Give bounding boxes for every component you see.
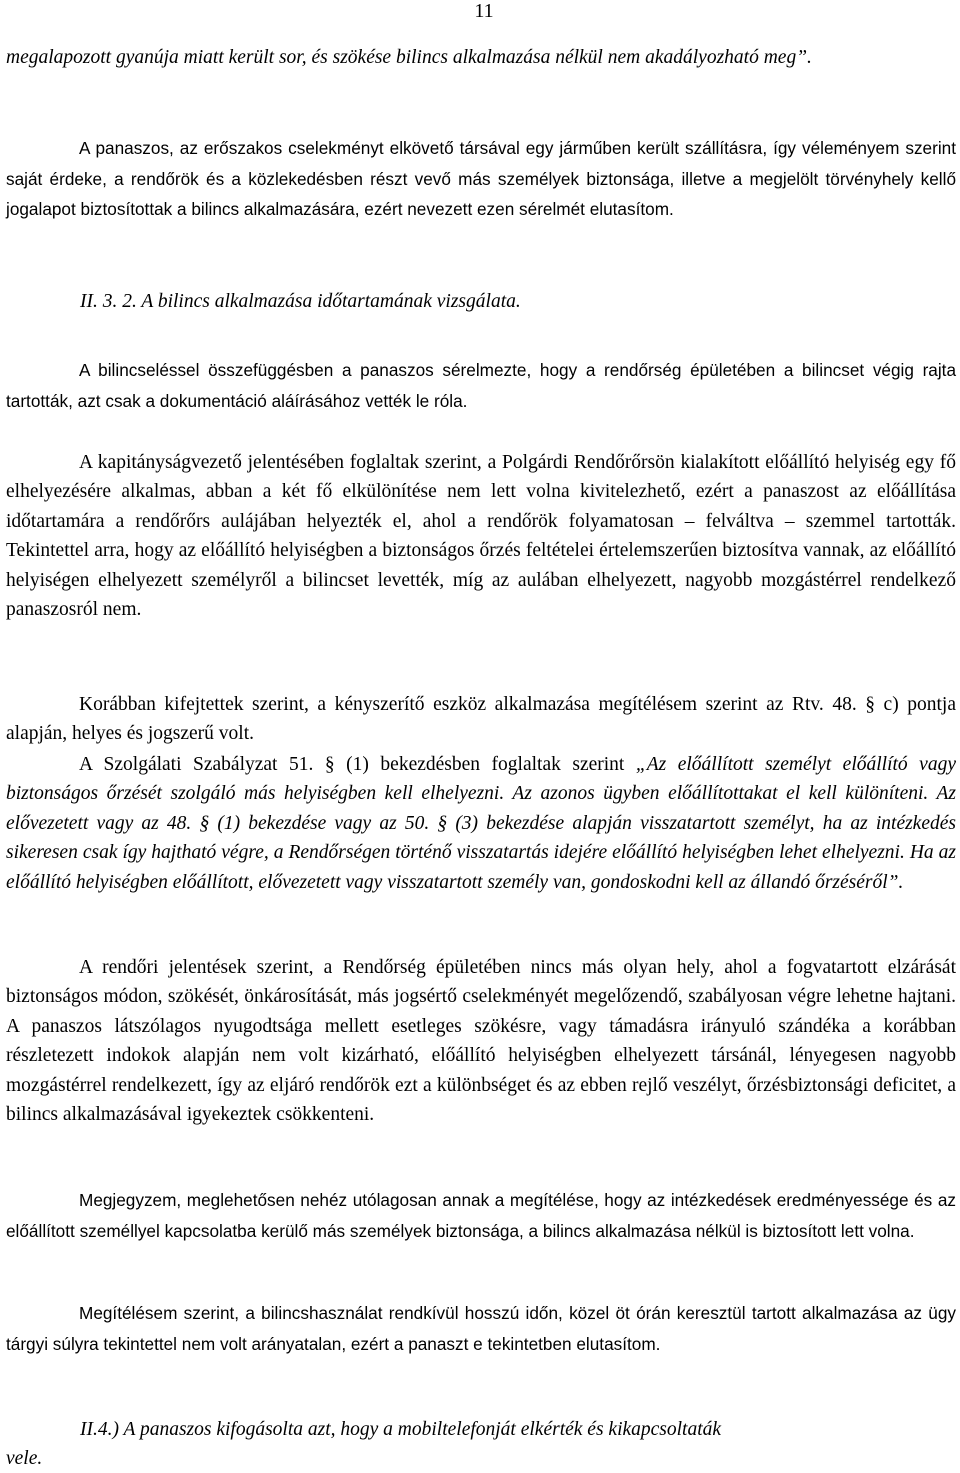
szolgalati-intro: A Szolgálati Szabályzat 51. § (1) bekezdésben foglaltak szerint	[79, 754, 636, 775]
paragraph-kapitanysag: A kapitányságvezető jelentésében foglaltak szerint, a Polgárdi Rendőrőrsön kialakított előállító helyiség egy fő elhelyezésére alkalmas, abban a két fő elkülönítése nem lett volna kivitelezhető, ezért a panaszost az előállítása időtartamára a rendőrőrs aulájában helyezték el, ahol a rendőrök folyamatosan – felváltva – szemmel tartották. Tekintettel arra, hogy az előállító helyiségben a biztonságos őrzés feltételei értelemszerűen biztosítva vannak, az előállító helyiségen elhelyezett személyről a bilincset levették, míg az aulában elhelyezett, nagyobb mozgástérrel rendelkező panaszosról nem.	[6, 452, 956, 621]
next-section-heading: II.4.) A panaszos kifogásolta azt, hogy a mobiltelefonját elkérték és kikapcsoltaták	[80, 1419, 722, 1440]
next-section-heading-tail: vele.	[6, 1448, 43, 1469]
paragraph-megitelesem: Megítélésem szerint, a bilincshasználat rendkívül hosszú időn, közel öt órán keresztül tartott alkalmazása az ügy tárgyi súlyra tekintettel nem volt arányatalan, ezért a panaszt e tekintetben elutasítom.	[6, 1303, 956, 1354]
section-heading: II. 3. 2. A bilincs alkalmazása időtartamának vizsgálata.	[80, 291, 521, 312]
paragraph-serelmezte: A bilincseléssel összefüggésben a panaszos sérelmezte, hogy a rendőrség épületében a bilincset végig rajta tartották, azt csak a dokumentáció aláírásához vették le róla.	[6, 360, 956, 411]
szolgalati-quote: „Az előállított személyt előállító vagy biztonságos őrzését szolgáló más helyiségben kell elhelyezni. Az azonos ügyben előállítottakat el kell különíteni. Az elővezetett vagy az 48. § (1) bekezdése vagy az 50. § (3) bekezdése alapján visszatartott személyt, ha az intézkedés sikeresen csak így hajtható végre, a Rendőrségen történő visszatartás idejére előállító helyiségben lehet elhelyezni. Ha az előállító helyiségben előállított, elővezetett vagy visszatartott személy van, gondoskodni kell az állandó őrzéséről”.	[6, 754, 956, 893]
paragraph-intro-quote: megalapozott gyanúja miatt került sor, és szökése bilincs alkalmazása nélkül nem akadályozható meg”.	[6, 47, 812, 68]
paragraph-megjegyzem: Megjegyzem, meglehetősen nehéz utólagosan annak a megítélése, hogy az intézkedések eredményessége és az előállított személlyel kapcsolatba kerülő más személyek biztonsága, a bilincs alkalmazása nélkül is biztosított lett volna.	[6, 1190, 956, 1241]
paragraph-korabban: Korábban kifejtettek szerint, a kényszerítő eszköz alkalmazása megítélésem szerint az Rtv. 48. § c) pontja alapján, helyes és jogszerű volt.	[6, 694, 956, 745]
page-number: 11	[474, 0, 494, 22]
paragraph-szallitas: A panaszos, az erőszakos cselekményt elkövető társával egy járműben került szállításra, így véleményem szerint saját érdeke, a rendőrök és a közlekedésben részt vevő más személyek biztonsága, illetve a megjelölt törvényhely kellő jogalapot biztosítottak a bilincs alkalmazására, ezért nevezett ezen sérelmét elutasítom.	[6, 138, 956, 219]
paragraph-szolgalati-szabalyzat	[6, 750, 956, 897]
paragraph-rendori-jelentesek: A rendőri jelentések szerint, a Rendőrség épületében nincs más olyan hely, ahol a fogvatartott elzárását biztonságos módon, szökését, önkárosítását, más jogsértő cselekményét megelőzendő, szabályosan végre lehetne hajtani. A panaszos látszólagos nyugodtsága mellett esetleges szökésre, vagy támadásra irányuló szándéka a korábban részletezett indokok alapján nem volt kizárható, előállító helyiségben elhelyezett társánál, lényegesen nagyobb mozgástérrel rendelkezett, így az eljáró rendőrök ezt a különbséget és az ebben rejlő veszélyt, őrzésbiztonsági deficitet, a bilincs alkalmazásával igyekeztek csökkenteni.	[6, 957, 956, 1126]
